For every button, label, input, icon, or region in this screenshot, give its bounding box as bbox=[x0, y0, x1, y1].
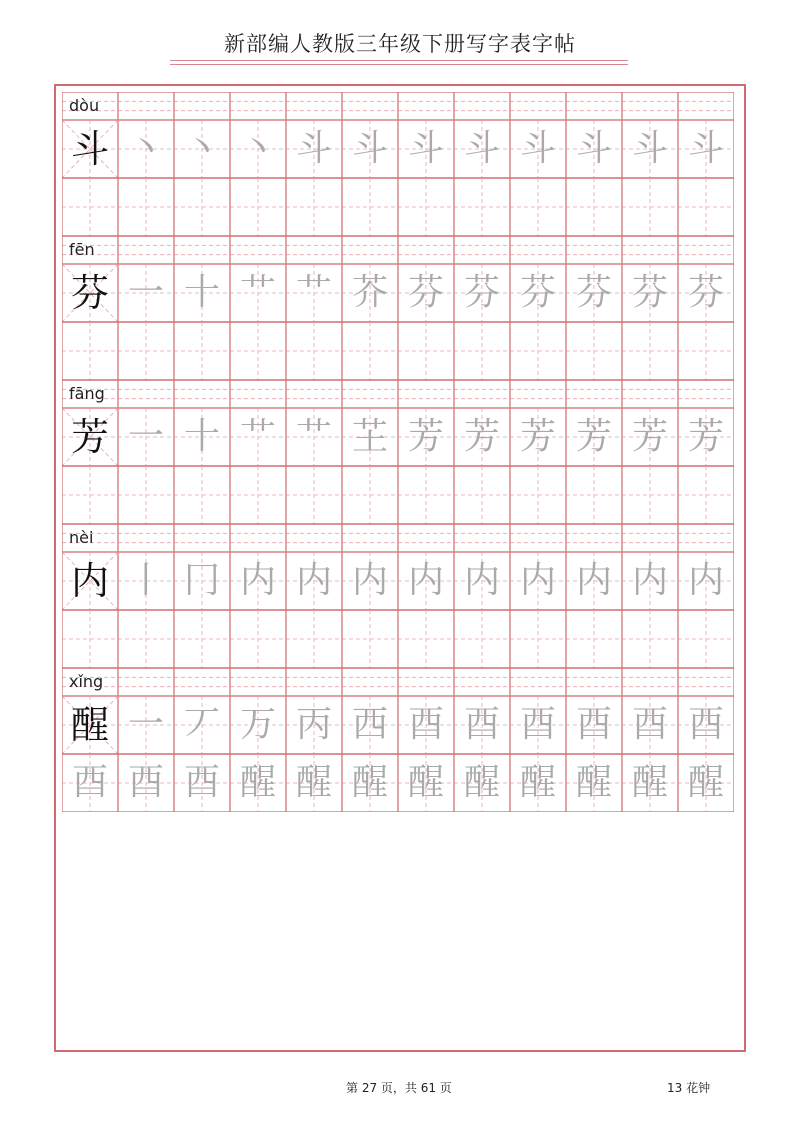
trace-character: 丨 bbox=[127, 560, 164, 601]
trace-character: 斗 bbox=[687, 128, 724, 169]
trace-character: 丶 bbox=[127, 128, 164, 169]
trace-character: 内 bbox=[239, 560, 276, 601]
trace-character: 一 bbox=[127, 416, 164, 457]
trace-character: 丙 bbox=[295, 704, 332, 745]
pinyin-label: dòu bbox=[69, 96, 100, 115]
trace-character: 芏 bbox=[351, 416, 388, 457]
trace-character: 内 bbox=[463, 560, 500, 601]
trace-character: 斗 bbox=[631, 128, 668, 169]
model-character: 醒 bbox=[70, 703, 109, 747]
trace-character: 丶 bbox=[183, 128, 220, 169]
trace-character: 芬 bbox=[631, 272, 668, 313]
trace-character: 醒 bbox=[295, 762, 332, 803]
trace-character: 芬 bbox=[463, 272, 500, 313]
pinyin-label: fāng bbox=[69, 384, 105, 403]
trace-character: 斗 bbox=[351, 128, 388, 169]
trace-character: 内 bbox=[575, 560, 612, 601]
trace-character: 艹 bbox=[295, 272, 332, 313]
trace-character: 一 bbox=[127, 272, 164, 313]
trace-character: 斗 bbox=[295, 128, 332, 169]
trace-character: 芬 bbox=[687, 272, 724, 313]
trace-character: 芥 bbox=[351, 272, 388, 313]
trace-character: 内 bbox=[351, 560, 388, 601]
trace-character: 酉 bbox=[687, 704, 724, 745]
trace-character: 酉 bbox=[575, 704, 612, 745]
trace-character: 酉 bbox=[183, 762, 220, 803]
trace-character: 丶 bbox=[239, 128, 276, 169]
trace-character: 斗 bbox=[407, 128, 444, 169]
trace-character: 内 bbox=[407, 560, 444, 601]
lesson-label: 13 花钟 bbox=[667, 1081, 711, 1095]
trace-character: 十 bbox=[183, 416, 220, 457]
page-number: 第 27 页，共 61 页 bbox=[346, 1081, 452, 1095]
trace-character: 芳 bbox=[631, 416, 668, 457]
trace-character: 芳 bbox=[463, 416, 500, 457]
pinyin-label: fēn bbox=[69, 240, 95, 259]
model-character: 斗 bbox=[70, 127, 109, 171]
trace-character: 斗 bbox=[575, 128, 612, 169]
trace-character: 醒 bbox=[239, 762, 276, 803]
trace-character: 芳 bbox=[687, 416, 724, 457]
trace-character: 艹 bbox=[239, 272, 276, 313]
trace-character: 艹 bbox=[295, 416, 332, 457]
trace-character: 芳 bbox=[407, 416, 444, 457]
trace-character: 万 bbox=[239, 704, 276, 745]
trace-character: 芳 bbox=[575, 416, 612, 457]
trace-character: 酉 bbox=[71, 762, 108, 803]
trace-character: 醒 bbox=[631, 762, 668, 803]
title-rule-bottom bbox=[170, 64, 628, 65]
trace-character: 醒 bbox=[687, 762, 724, 803]
practice-grid bbox=[62, 92, 734, 812]
trace-character: 艹 bbox=[239, 416, 276, 457]
trace-character: 内 bbox=[519, 560, 556, 601]
trace-character: 西 bbox=[351, 704, 388, 745]
trace-character: 斗 bbox=[519, 128, 556, 169]
trace-character: 一 bbox=[127, 704, 164, 745]
trace-character: 醒 bbox=[351, 762, 388, 803]
trace-character: 芬 bbox=[575, 272, 612, 313]
trace-character: 冂 bbox=[183, 560, 220, 601]
pinyin-label: xǐng bbox=[69, 672, 104, 691]
trace-character: 斗 bbox=[463, 128, 500, 169]
trace-character: 芳 bbox=[519, 416, 556, 457]
trace-character: 芬 bbox=[519, 272, 556, 313]
title-rule-top bbox=[170, 60, 628, 61]
model-character: 内 bbox=[70, 559, 109, 603]
trace-character: 芬 bbox=[407, 272, 444, 313]
trace-character: 内 bbox=[687, 560, 724, 601]
trace-character: 酉 bbox=[519, 704, 556, 745]
trace-character: 醒 bbox=[463, 762, 500, 803]
pinyin-label: nèi bbox=[69, 528, 94, 547]
trace-character: 丆 bbox=[183, 704, 220, 745]
model-character: 芳 bbox=[70, 415, 109, 459]
trace-character: 醒 bbox=[519, 762, 556, 803]
trace-character: 酉 bbox=[127, 762, 164, 803]
trace-character: 酉 bbox=[631, 704, 668, 745]
trace-character: 内 bbox=[295, 560, 332, 601]
trace-character: 酉 bbox=[407, 704, 444, 745]
trace-character: 内 bbox=[631, 560, 668, 601]
page-title: 新部编人教版三年级下册写字表字帖 bbox=[224, 32, 576, 56]
trace-character: 酉 bbox=[463, 704, 500, 745]
trace-character: 十 bbox=[183, 272, 220, 313]
trace-character: 醒 bbox=[407, 762, 444, 803]
trace-character: 醒 bbox=[575, 762, 612, 803]
model-character: 芬 bbox=[70, 271, 109, 315]
